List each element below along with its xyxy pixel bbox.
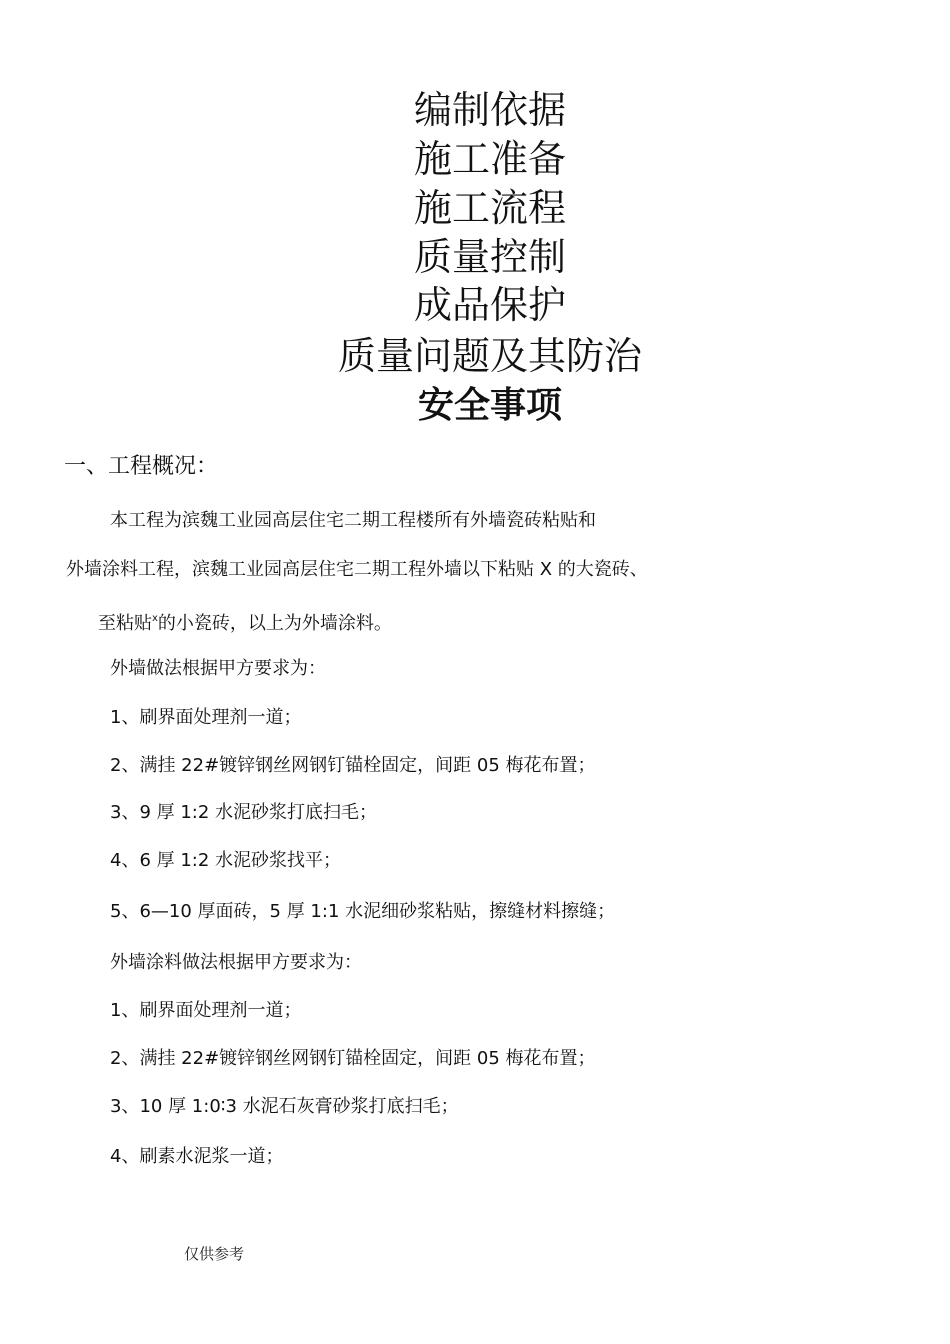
toc-item-process: 施工流程 — [413, 186, 566, 230]
overview-line-3-suffix: 的小瓷砖，以上为外墙涂料。 — [157, 613, 392, 634]
paint-step-1: 1、刷界面处理剂一道； — [110, 1000, 302, 1021]
overview-line-2: 外墙涂料工程，滨魏工业园高层住宅二期工程外墙以下粘贴 X 的大瓷砖、 — [66, 559, 648, 580]
tile-step-2: 2、满挂 22#镀锌钢丝网钢钉锚栓固定，间距 05 梅花布置； — [110, 755, 596, 776]
toc-item-problems: 质量问题及其防治 — [337, 334, 642, 378]
tile-method-intro: 外墙做法根据甲方要求为： — [110, 658, 326, 679]
overview-line-3-superscript: x — [152, 613, 158, 624]
section-heading-overview: 一、工程概况： — [64, 454, 219, 479]
tile-step-3: 3、9 厚 1:2 水泥砂浆打底扫毛； — [110, 802, 378, 823]
toc-item-safety: 安全事项 — [417, 385, 562, 426]
toc-item-preparation: 施工准备 — [413, 137, 566, 181]
toc-item-basis: 编制依据 — [413, 88, 566, 132]
overview-line-3-prefix: 至粘贴 — [98, 613, 152, 634]
tile-step-5: 5、6—10 厚面砖，5 厚 1:1 水泥细砂浆粘贴，擦缝材料擦缝； — [110, 901, 616, 922]
tile-step-4: 4、6 厚 1:2 水泥砂浆找平； — [110, 850, 342, 871]
footer-reference-note: 仅供参考 — [184, 1245, 245, 1263]
tile-step-1: 1、刷界面处理剂一道； — [110, 707, 302, 728]
toc-item-protection: 成品保护 — [413, 283, 566, 327]
paint-method-intro: 外墙涂料做法根据甲方要求为： — [110, 952, 362, 973]
overview-line-1: 本工程为滨魏工业园高层住宅二期工程楼所有外墙瓷砖粘贴和 — [110, 510, 596, 531]
overview-line-3 — [98, 606, 392, 637]
paint-step-4: 4、刷素水泥浆一道； — [110, 1146, 284, 1167]
paint-step-2: 2、满挂 22#镀锌钢丝网钢钉锚栓固定，间距 05 梅花布置； — [110, 1048, 596, 1069]
paint-step-3: 3、10 厚 1:0∶3 水泥石灰膏砂浆打底扫毛； — [110, 1096, 459, 1117]
toc-item-quality: 质量控制 — [413, 235, 566, 279]
